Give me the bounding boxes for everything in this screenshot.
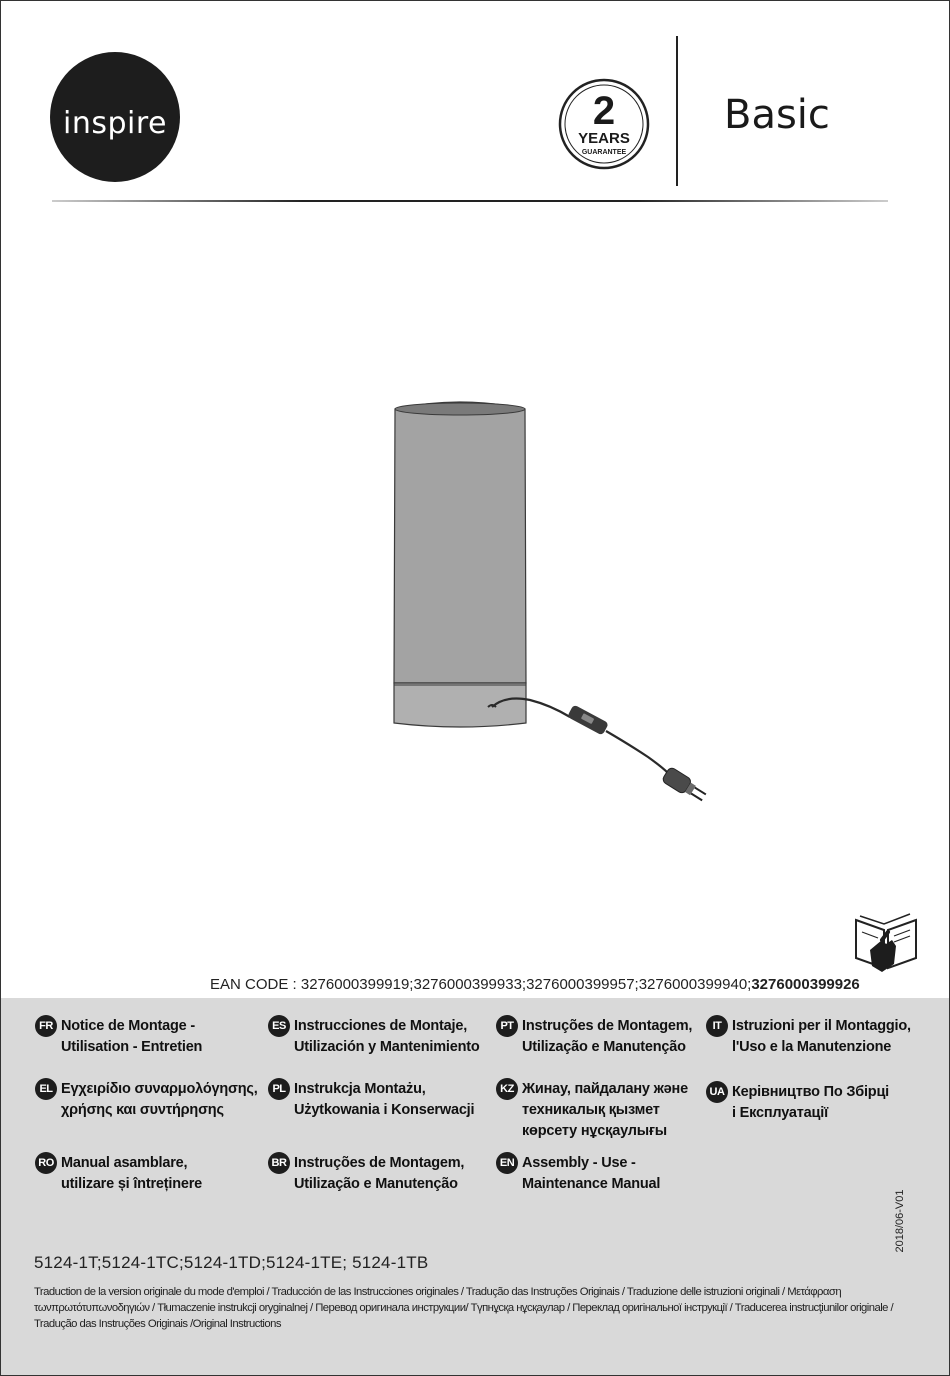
lang-title: Жинау, пайдалану және техникалық қызмет көрсету нұсқаулығы: [522, 1081, 688, 1139]
lang-ua: [706, 1082, 889, 1124]
lang-title: Instruções de Montagem, Utilização e Manutenção: [522, 1018, 693, 1055]
lang-title: Istruzioni per il Montaggio, l'Uso e la Manutenzione: [732, 1018, 911, 1055]
brand-name: inspire: [63, 105, 167, 141]
lang-code-badge: UA: [706, 1081, 728, 1103]
table-lamp-illustration: [380, 395, 720, 805]
lang-kz: [496, 1079, 688, 1142]
lang-code-badge: PT: [496, 1015, 518, 1037]
lang-pt: [496, 1016, 692, 1058]
lang-title: Instrucciones de Montaje, Utilización y Mantenimiento: [294, 1018, 480, 1055]
document-version: 2018/06-V01: [894, 1189, 906, 1253]
lang-code-badge: EN: [496, 1152, 518, 1174]
lang-code-badge: FR: [35, 1015, 57, 1037]
lang-code-badge: PL: [268, 1078, 290, 1100]
guarantee-years: YEARS: [578, 130, 630, 147]
lang-code-badge: ES: [268, 1015, 290, 1037]
lang-code-badge: BR: [268, 1152, 290, 1174]
lang-en: [496, 1153, 660, 1195]
ean-codes: [210, 976, 860, 993]
guarantee-number: 2: [592, 89, 616, 133]
lang-code-badge: KZ: [496, 1078, 518, 1100]
header-rule: [52, 200, 888, 202]
range-name: Basic: [724, 92, 830, 138]
ean-prefix: EAN CODE :: [210, 976, 301, 993]
lang-title: Assembly - Use - Maintenance Manual: [522, 1155, 661, 1192]
lang-el: [35, 1079, 258, 1121]
read-manual-icon: [852, 910, 920, 976]
header-divider: [676, 36, 678, 186]
lang-title: Εγχειρίδιο συναρμολόγησης, χρήσης και συντήρησης: [61, 1081, 258, 1118]
ean-code-list: 3276000399919;3276000399933;3276000399957;3276000399940;: [300, 976, 752, 993]
guarantee-label: GUARANTEE: [581, 149, 627, 156]
model-references: 5124-1T;5124-1TC;5124-1TD;5124-1TE; 5124-1TB: [34, 1253, 429, 1272]
lang-ro: [35, 1153, 202, 1195]
lang-es: [268, 1016, 480, 1058]
lang-br: [268, 1153, 464, 1195]
lang-it: [706, 1016, 911, 1058]
lang-title: Manual asamblare, utilizare și întreținere: [61, 1155, 203, 1192]
lang-fr: [35, 1016, 202, 1058]
ean-last-code: 3276000399926: [751, 976, 860, 993]
lang-title: Notice de Montage - Utilisation - Entretien: [61, 1018, 203, 1055]
lang-pl: [268, 1079, 474, 1121]
lang-title: Instruções de Montagem, Utilização e Manutenção: [294, 1155, 465, 1192]
lang-code-badge: EL: [35, 1078, 57, 1100]
guarantee-badge-icon: [558, 78, 650, 170]
lang-title: Instrukcja Montażu, Użytkowania i Konserwacji: [294, 1081, 475, 1118]
lang-code-badge: RO: [35, 1152, 57, 1174]
lang-code-badge: IT: [706, 1015, 728, 1037]
translation-note: Traduction de la version originale du mode d'emploi / Traducción de las Instrucciones originales / Tradução das Instruções Originais / Traduzione delle istruzioni originali / Μετάφραση τωνπρωτότυπωνοδηγιών / Tłumaczenie instrukcji oryginalnej / Перевод оригинала инструкции/ Түпнұсқа нұсқаулар / Переклад оригінальної інструкції / Traducerea instrucţiunilor originale / Tradução das Instruções Originais /Original Instructions: [34, 1286, 894, 1330]
inspire-logo: [50, 52, 180, 182]
lang-title: Керівництво По Збірці і Експлуатації: [732, 1084, 889, 1121]
